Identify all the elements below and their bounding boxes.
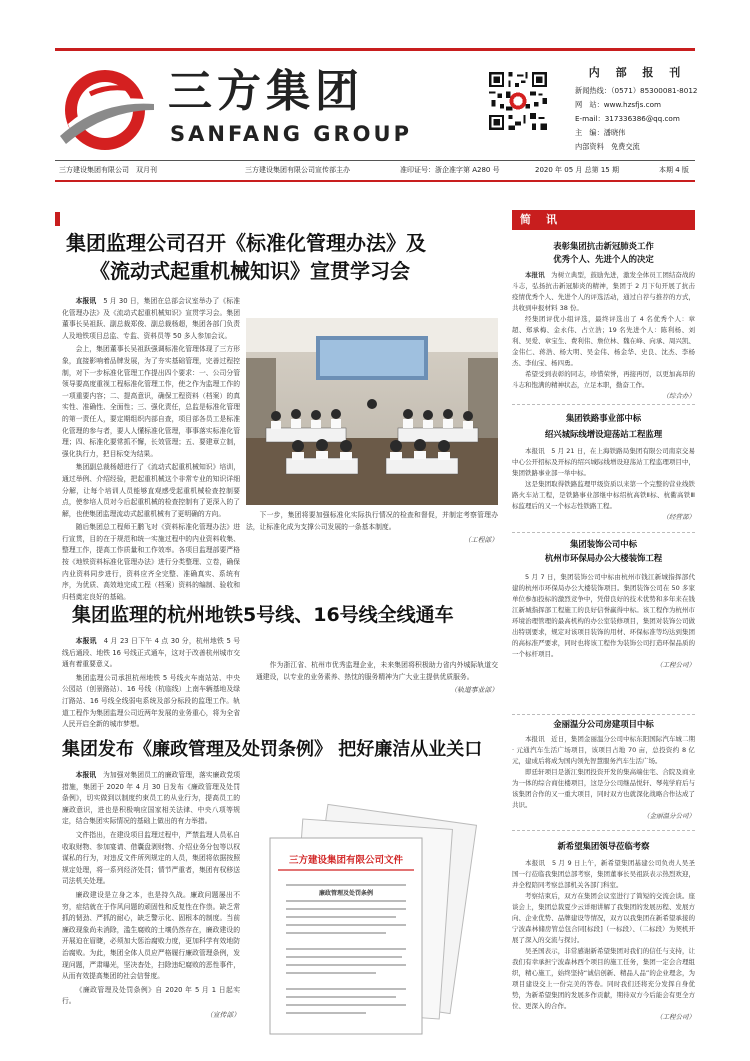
print-permit: 准印证号：浙企准字第 A280 号 — [400, 166, 500, 174]
article1-lead: 本报讯 — [75, 297, 97, 305]
s2-p2: 这是集团取得铁路监理甲级资质以来第一个完整的营业线铁路火车站工程，是铁路事业部继中标绍杭高铁Ⅱ标、杭衢高铁Ⅲ标监理后的又一个标志性铁路工程。 — [512, 480, 695, 510]
article3-lead: 本报讯 — [75, 771, 97, 779]
publication-bar — [55, 162, 695, 178]
s1-title-line2: 优秀个人、先进个人的决定 — [553, 254, 654, 264]
article1-title-line1: 集团监理公司召开《标准化管理办法》及 — [66, 231, 426, 255]
article2-p1: 4 月 23 日下午 4 点 30 分，杭州地铁 5 号线后通段、地铁 16 号线正式通车，这对于改善杭州城市交通有着重要意义。 — [62, 637, 241, 669]
publication-divider — [55, 180, 695, 182]
s2-p1: 本报讯 5 月 21 日，在上海铁路局集团有限公司南京交易中心公开招标及开标的绍兴城际线增设迎荡站工程监理项目中，集团铁路事业部一举中标。 — [512, 447, 695, 477]
website[interactable]: 网 站：www.hzsfjs.com — [575, 100, 661, 109]
s3-signature: （工程公司） — [656, 661, 695, 669]
article2-p2: 集团监理公司承担杭州地铁 5 号线火车南站站、中央公园站（创景路站）、16 号线（杭临线）上南车辆基地及绿汀路站、16 号线全线弱电系统及部分标段的监理工作。轨道工程作为集团监理公司近两年发展的业务重心，将为全省人民开启全新的城市梦想。 — [62, 673, 240, 729]
s2-signature: （经营部） — [662, 513, 695, 521]
s2-title-line1: 集团铁路事业部中标 — [565, 413, 642, 423]
s1-p3: 希望受到表彰的同志，珍惜荣誉，再接再厉，以更加高昂的斗志和饱满的精神状态，立足本职，勤奋工作。 — [512, 370, 695, 389]
article3-p4: 《廉政管理及处罚条例》自 2020 年 5 月 1 日起实行。 — [62, 985, 240, 1006]
group-name-cn: 三方集团 — [168, 66, 364, 117]
article3-p2: 文件指出，在建设项目监理过程中，严禁监理人员私自收取财物、参加宴请、借囊盘剥财物、介绍业务分包等以权谋私的行为，对违反文件所列规定的人员，集团将依据按照规定处理，将一系列经济处罚；情节严重者，集团有权移送司法机关处理。 — [62, 830, 240, 886]
brief-news-tab — [512, 210, 695, 230]
s4-separator — [512, 830, 695, 831]
s4-signature: （金丽温分公司） — [643, 812, 695, 820]
article1-p5: 下一步，集团将要加强标准化实际执行情况的检查和督促，并制定考察管理办法，让标准化成为支撑公司发展的一条基本制度。 — [246, 511, 498, 531]
s2-title-line2: 绍兴城际线增设迎荡站工程监理 — [544, 429, 663, 439]
meeting-photo — [246, 318, 498, 505]
s1-p2: 经集团评优小组评选，最终评选出了 4 名优秀个人：章超、郑承梅、金永伟、占立浩；19 名先进个人：陈利杨、刘利、吴爱、章宝生、费利伟、詹位林、魏在峰、向承、周兴凯、金伟仁、蒋浩、杨大明、吴金伟、杨金华、史良、沈杰、李杨杰、李仙宝、杨四勇。 — [512, 315, 695, 367]
article3-p3: 廉政建设是立身之本，也是持久战。廉政问题屡出不穷，症结就在于作风问题的顽固性和反复性在作祟。缺乏常抓的韧劲、严抓的耐心，缺乏警示化、固根本的制度。当前廉政现象尚未消除，滥生腐败的土壤仍然存在，廉政建设的开展迫在眉睫，必须加大惩治腐败力度，更加科学有效地防治腐败。为此，集团全体人员应严格履行廉政管理条例，发现问题，严肃曝光，坚决杳处，扫除违纪腐败的恶性事件，从而有效提高集团的社会信誉度。 — [62, 890, 240, 981]
article2-p3: 作为浙江省、杭州市优秀监理企业，未来集团将积极助力省内外城际轨道交通建设，以专业的业务素养、热忱的服务精神为广大业主提供优质服务。 — [256, 661, 498, 681]
group-name-en: SANFANG GROUP — [170, 122, 412, 146]
s1-body: 本报讯 为树立典型，鼓励先进，激发全体员工团结奋战的斗志，弘扬抗击新冠肺炎的精神，集团于 2 月下旬开展了抗击疫情优秀个人、先进个人的评选活动，通过自荐与推荐的方式，共收到申报材料 38 份。 经集团评优小组评选，最终评选出了 4 名优秀个人：章超、郑承梅、金永伟、占立浩；19 名先进个人：陈利杨、刘利、吴爱、章宝生、费利伟、詹位林、魏在峰、向承、周兴凯、金伟仁、蒋浩、杨大明、吴金伟、杨金华、史良、沈杰、李杨杰、李仙宝、杨四勇。 希望受到表彰的同志，珍惜荣誉，再接再厉，以更加高昂的斗志和饱满的精神状态，立足本职，勤奋工作。 （综合办） — [512, 271, 696, 400]
sanfang-logo-icon — [50, 64, 160, 154]
s4-p2: 即廷轩项目是浙江集团投资开发的集高端住宅、合院及商业为一体的综合商住楼项目，这是分公司继品悦轩、琴苑学府后与该集团合作的又一重大项目，同时双方也就深化战略合作达成了共识。 — [512, 768, 695, 809]
s4-p1: 本报讯 近日，集团金丽温分公司中标东阳国际汽车城二期 · 元通汽车生活广场项目，该项目占地 70 亩，总投资约 8 亿元，建成后将成为国内领先智慧服务汽车生活广场。 — [512, 735, 695, 765]
article1-title-line2: 《流动式起重机械知识》宣贯学习会 — [90, 259, 410, 283]
article3-p1: 为加强对集团员工的廉政管理，落实廉政党项措施，集团于 2020 年 4 月 30 日发布《廉政管理及处罚条例》，切实做到以制度约束员工的从业行为，提高员工的廉政意识，进也是积极响应国家相关法律、中央八项等规定，结合集团实际情况的基础上做出的有力举措。 — [62, 771, 241, 826]
brief-news-tab-label: 简 讯 — [520, 213, 559, 226]
article1-col2 — [246, 510, 498, 590]
article1-p4: 随后集团总工程师王鹏飞对《资料标准化管理办法》进行宣贯，目的在于规范和统一实施过程中的内业资料收集、整理工作，提高工作质量和工作效率。各项目监理部要严格按《地铁资料标准化管理办法》进行分类整理、立卷，确保内业资料同步进行，资料应齐全完整、准确真实、系统有序，为优质、高效地完成工程（档案）资料的编制、验收和归档奠定良好的基础。 — [62, 523, 240, 601]
s2-body — [512, 446, 695, 530]
qr-code-icon — [487, 70, 549, 132]
s1-title-line1: 表彰集团抗击新冠肺炎工作 — [553, 241, 654, 251]
internal-material-note: 内部资料 免费交流 — [575, 142, 640, 151]
issue-number: 2020 年 05 月 总第 15 期 — [535, 166, 619, 174]
doc-title: 廉政管理及处罚条例 — [276, 888, 416, 897]
masthead-divider — [55, 160, 695, 161]
s3-separator — [512, 714, 695, 715]
s3-title-line1: 集团装饰公司中标 — [570, 539, 637, 549]
masthead-info — [575, 66, 700, 154]
article1-p2: 会上，集团董事长吴祖跃强调标准化管理体现了三方形象，直接影响着品牌发展，为了夯实基础管理，完善过程控制，对下一步标准化管理工作提出四个要求：一、公司分管领导要高度重视工程标准化管理工作，使之作为监理工作的一项重要内容；二、提高意识，确保工程资料（档案）的真实性、准确性、全面性；三、强化责任，总监是标准化管理的第一责任人，要定期组织内部自查，项目部各员工是标准化管理的参与者，要人人懂标准化管理，事事落实标准化管理；四、标准化要常抓不懈，长效管理；五、要建章立制，强化执行力，把目标变为结果。 — [62, 345, 240, 458]
side-tab-marker — [55, 212, 60, 226]
article1-p3: 集团副总裁杨超进行了《流动式起重机械知识》培训，通过举例、介绍经验，把起重机械这个非常专业的知识详细分解，让每个培训人员能够直观感受起重机械检查控制要点，使参培人员对今后起重机械的检查控制有了更深入的了解，也使集团监理流动式起重机械有了更明确的方向。 — [62, 463, 240, 518]
article2-title: 集团监理的杭州地铁5号线、16号线全线通车 — [72, 604, 454, 626]
s5-title: 新希望集团领导莅临考察 — [557, 841, 650, 851]
article1-col1 — [62, 296, 241, 601]
article2-col2 — [256, 660, 498, 736]
email[interactable]: E-mail：317336386@qq.com — [575, 114, 680, 123]
s5-body — [512, 858, 695, 1040]
s3-body — [512, 572, 695, 712]
s2-separator — [512, 532, 695, 533]
doc-header: 三方建设集团有限公司文件 — [288, 855, 403, 866]
article3-title: 集团发布《廉政管理及处罚条例》 把好廉洁从业关口 — [62, 739, 483, 760]
news-hotline: 新闻热线：（0571）85300081-8012 — [575, 86, 698, 95]
host-dept: 三方建设集团有限公司宣传部主办 — [245, 166, 350, 174]
s1-p1: 为树立典型，鼓励先进，激发全体员工团结奋战的斗志，弘扬抗击新冠肺炎的精神，集团于 2 月下旬开展了抗击疫情优秀个人、先进个人的评选活动，通过自荐与推荐的方式，共收到申报材料 38 份。 — [512, 271, 696, 312]
s3-title-line2: 杭州市环保局办公大楼装饰工程 — [544, 553, 663, 563]
chief-editor: 主 编：潘晓伟 — [575, 128, 626, 137]
article2-lead: 本报讯 — [75, 637, 97, 645]
s4-body — [512, 734, 695, 828]
article1-p1: 5 月 30 日，集团在总部会议室举办了《标准化管理办法》及《流动式起重机械知识》宣贯学习会。集团董事长吴祖跃、副总裁郑俊、副总裁杨超，集团各部门负责人及地铁项目总监、专监、资料员等 50 多人参加会议。 — [62, 297, 241, 340]
article1-signature: （工程部） — [464, 536, 498, 545]
publisher: 三方建设集团有限公司 双月刊 — [59, 166, 157, 174]
top-red-rule — [55, 48, 695, 51]
s1-separator — [512, 404, 695, 405]
paper-name: 内 部 报 刊 — [588, 66, 687, 79]
s5-signature: （工程公司） — [656, 1013, 695, 1021]
article3-col1 — [62, 770, 240, 1045]
s5-p1: 本报讯 5 月 9 日上午，新希望集团基建公司负责人吴圣国一行莅临我集团总部考察，集团董事长吴祖跃表示热烈欢迎，并全程陪同考察总部机关各部门科室。 — [512, 859, 695, 889]
s3-p1: 5 月 7 日，集团装饰公司中标由杭州市钱江新城指挥部代建的杭州市环保局办公大楼装饰项目。集团装饰公司在 50 多家单位参加投标的激烈竞争中，凭借良好的技术优势和多年来在钱江新城指挥部工程施工的良好信誉赢得中标。该工程作为杭州市环境治理管理的最高机构的办公室装修项目，集团对装饰公司做出特别要求，规定对该项目装饰的用材、环保标准等均达到集团的高标准严要求，同时也将该工程作为装饰公司打造环保品质的一个标杆项目。 — [512, 573, 695, 658]
article2-col1 — [62, 636, 240, 736]
s5-p2: 考察结束后，双方在集团会议室进行了简短的交流会谈。座谈会上，集团总裁夏少云详细讲解了我集团的发展历程、发展方向、企业优势、品牌建设等情况，双方以我集团在新希望承接的宁波森林储房管总包合同[标段]（一标段）、（二标段）为契机开展了深入的交流与探讨。 — [512, 892, 695, 944]
page-count: 本期 4 版 — [659, 166, 689, 174]
brief-news-sidebar — [512, 210, 695, 1040]
article2-signature: （轨道事业部） — [450, 686, 498, 695]
s4-title: 金丽温分公司房建项目中标 — [553, 719, 654, 729]
s5-p3: 吴圣国表示，非常感谢新希望集团对我们的信任与支持，让我们有幸承担宁波森林西个项目的施工任务，集团一定会合理组织，精心施工，始终坚持“诚信创新、精品人品”的企业理念，为项目建设交上一份完美的答卷。同时我们还将充分发挥自身优势，为新希望集团的发展多作贡献，期待双方今后能会有更全方位、更深入的合作。 — [512, 947, 695, 1010]
regulation-document-image — [256, 808, 484, 1040]
s1-signature: （综合办） — [662, 392, 695, 400]
article3-signature: （宣传部） — [206, 1010, 240, 1019]
